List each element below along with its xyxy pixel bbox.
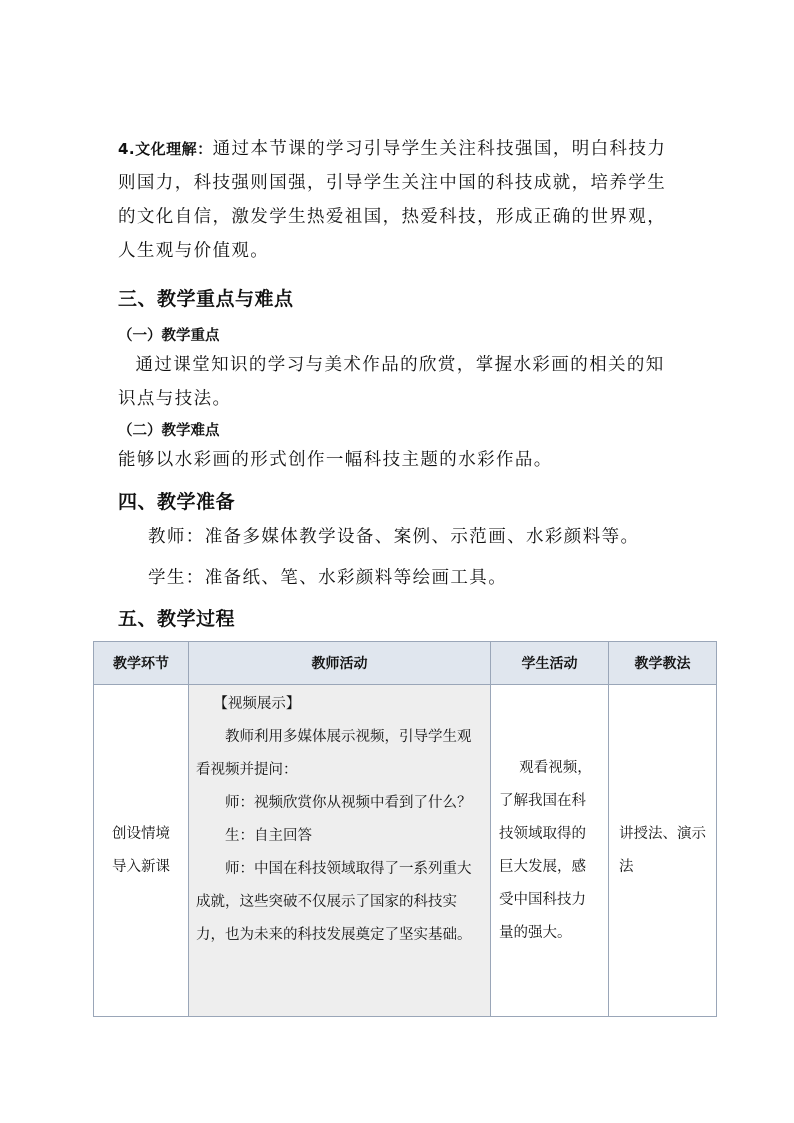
key-point-paragraph: 通过课堂知识的学习与美术作品的欣赏，掌握水彩画的相关的知识点与技法。 (118, 355, 665, 409)
header-teacher-activity: 教师活动 (189, 642, 491, 685)
teacher-activity-line: 师：视频欣赏你从视频中看到了什么？ (225, 795, 472, 811)
section-5-heading: 五、教学过程 (118, 608, 236, 630)
table-header-row (94, 642, 717, 685)
teacher-activity-line: 【视频展示】 (213, 696, 301, 712)
key-point-heading: （一）教学重点 (118, 328, 220, 344)
section-name-line1: 创设情境 (112, 825, 170, 842)
difficulty-heading: （二）教学难点 (118, 423, 220, 439)
teaching-method-text: 讲授法、演示法 (619, 825, 706, 875)
objective-culture-text: 通过本节课的学习引导学生关注科技强国，明白科技力则国力，科技强则国强，引导学生关注中国的科技成就，培养学生的文化自信，激发学生热爱祖国，热爱科技，形成正确的世界观，人生观与价值观。 (118, 139, 667, 261)
cell-teacher-activity (189, 685, 491, 1017)
table-row (94, 685, 717, 1017)
objective-culture-label: 4.文化理解： (118, 140, 213, 158)
header-teaching-method: 教学教法 (609, 642, 717, 685)
difficulty-paragraph: 能够以水彩画的形式创作一幅科技主题的水彩作品。 (118, 450, 553, 470)
prep-teacher-paragraph: 教师：准备多媒体教学设备、案例、示范画、水彩颜料等。 (148, 527, 640, 547)
cell-teaching-method (609, 685, 717, 1017)
cell-teaching-section (94, 685, 189, 1017)
header-teaching-section: 教学环节 (94, 642, 189, 685)
section-3-heading: 三、教学重点与难点 (118, 288, 294, 310)
section-4-heading: 四、教学准备 (118, 491, 236, 513)
teacher-activity-line: 教师利用多媒体展示视频，引导学生观看视频并提问： (196, 729, 472, 778)
teacher-activity-line: 生：自主回答 (225, 828, 312, 844)
teaching-process-table (93, 641, 717, 1017)
prep-student-paragraph: 学生：准备纸、笔、水彩颜料等绘画工具。 (148, 568, 508, 588)
student-activity-text: 观看视频，了解我国在科技领域取得的巨大发展，感受中国科技力量的强大。 (499, 759, 592, 941)
objective-culture-paragraph (118, 132, 683, 268)
section-name-line2: 导入新课 (112, 858, 170, 875)
cell-student-activity (491, 685, 609, 1017)
header-student-activity: 学生活动 (491, 642, 609, 685)
teacher-activity-line: 师：中国在科技领域取得了一系列重大成就，这些突破不仅展示了国家的科技实力，也为未来的科技发展奠定了坚实基础。 (196, 861, 472, 943)
